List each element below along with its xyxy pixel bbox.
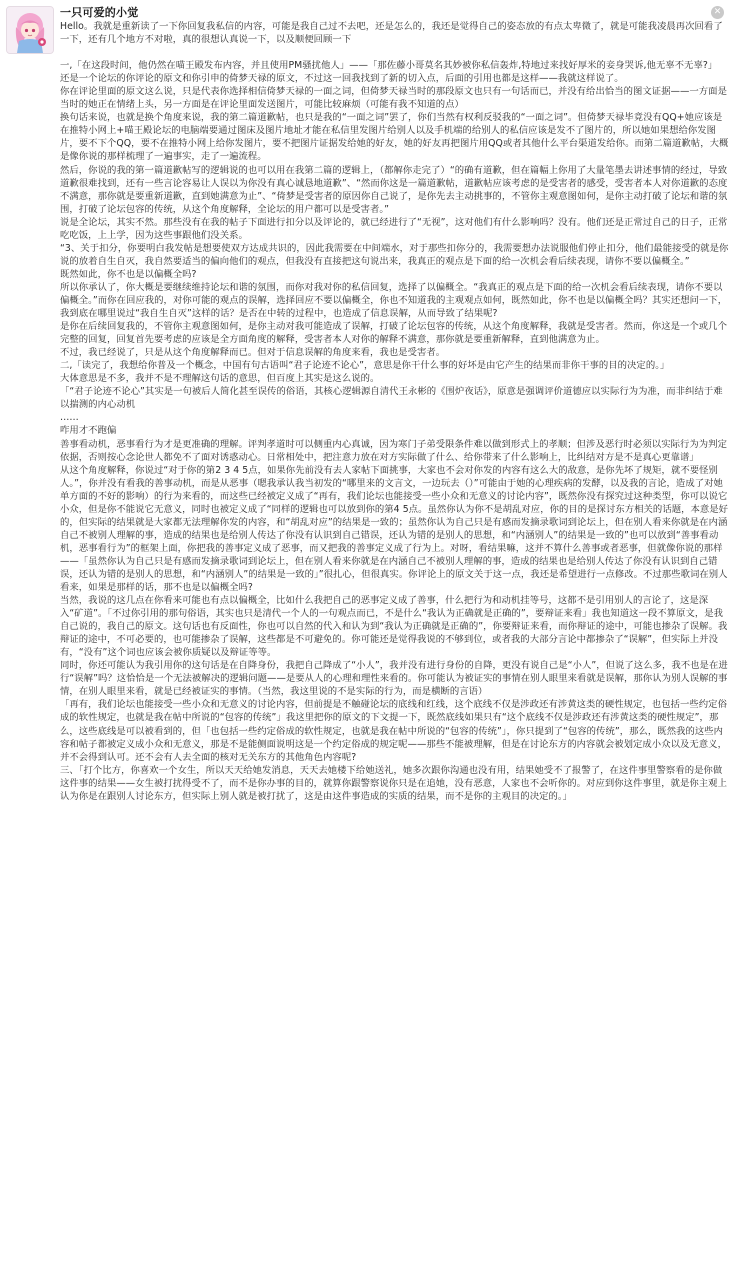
blank-line: [60, 46, 730, 59]
message-paragraph: 「再有，我们论坛也能接受一些小众和无意义的讨论内容，但前提是不触碰论坛的底线和红线，这个底线不仅是涉政还有涉黄这类的硬性规定，也包括一些约定俗成的软性规定，也就是我在帖中所说的“包容的传统”」我这里把你的原文的下文提一下，既然底线如果只有“这个底线不仅是涉政还有涉黄这类的硬性规定”，那么，这些底线是可以被看到的，但「也包括一些约定俗成的软性规定，也就是我在帖中所说的“包容的传统”」，你只提到了“包容的传统”，那么，既然我的这些内容和帖子都被定义成小众和无意义，那是不是能侧面说明这是一个约定俗成的规定呢——那些不能被理解，但是在讨论东方的内容就会被划定成小众以及无意义，并不会得到认可。还不会有人去全面的核对无关东方的其他角色内容呢?: [60, 699, 727, 763]
message-paragraph: 大体意思是不多，我并不是不理解这句话的意思，但百度上其实是这么说的。: [60, 373, 380, 385]
message-paragraph: 既然如此，你不也是以偏概全吗?: [60, 268, 197, 280]
sender-name[interactable]: 一只可爱的小觉: [60, 6, 139, 19]
message-paragraph: 三、「打个比方，你喜欢一个女生，所以天天给她发消息，天天去她楼下给她送礼，她多次跟你沟通也没有用，结果她受不了报警了，在这件事里警察看的是你做这件事的结果——女生被打扰得受不了，而不是你办事的目的，就算你跟警察说你只是在追她，没有恶意，人家也不会听你的。对应到你这件事里，就是你主观上认为你是在跟别人讨论东方，但实际上别人就是被打扰了，这是由这件事造成的实质的结果，而不是你的主观目的决定的。」: [60, 764, 727, 802]
message-paragraph: 然后，你说的我的第一篇道歉帖写的逻辑说的也可以用在我第二篇的逻辑上，（都解你走完了）“的确有道歉，但在篇幅上你用了大量笔墨去讲述事情的经过，导致道歉很难找到，还有一些言论容易让人误以为你没有真心诚恳地道歉”、“然而你这是一篇道歉帖，道歉帖应该考虑的是受害者的感受，受害者本人对你道歉的态度不满意，那你就是要重新道歉，直到她满意为止”、“倚梦是受害者的原因你自己说了，是你先去主动挑事的，不管你主观意图如何，是你主动打破了论坛和谐的氛围，打破了论坛包容的传统，从这个角度解释，全论坛的用户都可以是受害者。”: [60, 164, 728, 215]
message-paragraph: 换句话来说，也就是换个角度来说，我的第二篇道歉帖，也只是我的“一面之词”罢了，你们当然有权利反驳我的“一面之词”。但倚梦天禄毕竟没有QQ+她应该是在推特小网上+喵王殿论坛的电脑端要通过图床及图片地址才能在私信里发图片给别人以及手机端的给别人的私信应该是发不了图片的，所以她如果想给你发图片，要不下个QQ，要不在推特小网上给你发图片，要不把图片证据发给她的好友，她的好友再把图片用QQ或者其他什么平台渠道发给你。而第二篇道歉帖，大概是像你说的那样梳理了一遍事实，走了一遍流程。: [60, 112, 729, 163]
anime-avatar-icon: [7, 7, 53, 53]
message-paragraph: “3、关于扣分，你要明白我发帖是想要使双方达成共识的，因此我需要在中间端水，对于那些扣你分的，我需要想办法说服他们停止扣分，他们最能接受的就是你说的放着自生自灭，我自然要适当的偏向他们的观点，但我没有直接把这句说出来，我真正的观点是下面的给一次机会看后续表现，请你不要以偏概全。”: [60, 242, 729, 267]
message-paragraph: 二,「读完了，我想给你普及一个概念，中国有句古语叫“君子论迹不论心”，意思是你干什么事的好坏是由它产生的结果而非你干事的目的决定的。」: [60, 360, 670, 372]
message-paragraph: 善事看动机，恶事看行为才是更准确的理解。评判孝道时可以侧重内心真诚，因为寒门子弟受限条件难以做到形式上的孝顺；但涉及恶行时必须以实际行为为判定依据，否则按心念论世人都免不了面对诱惑动心。日常相处中，把注意力放在对方实际做了什么、给你带来了什么影响上，比纠结对方是不是真心更靠谱」: [60, 438, 727, 463]
message-paragraph: 是你在后续回复我的，不管你主观意图如何，是你主动对我可能造成了误解，打破了论坛包容的传统，从这个角度解释，我就是受害者。然而，你这是一个或几个完整的回复，回复首先要考虑的应该是全方面角度的解释，受害者本人对你的解释不满意，那你就是要重新解释，直到他满意为止。: [60, 321, 727, 346]
message-paragraph: Hello。我就是重新读了一下你回复我私信的内容，可能是我自己过不去吧，还是怎么的，我还是觉得自己的姿态放的有点太卑微了，就是可能我凌晨再次回看了一下，还有几个地方不对啦，真的很想认真说一下，以及顺便回顾一下: [60, 21, 723, 46]
message-paragraph: 「“君子论迹不论心”其实是一句被后人简化甚至误传的俗语，其核心逻辑源自清代王永彬的《围炉夜话》，原意是强调评价道德应以实际行为为准，而非纠结于难以揣测的内心动机: [60, 386, 723, 411]
message-paragraph: 从这个角度解释，你说过“对于你的第2 3 4 5点，如果你先前没有去人家帖下面挑事，大家也不会对你发的内容有这么大的敌意，是你先坏了规矩，就不要怪别人。”，你并没有看我的善事动机，而是从恶事（嗯我承认我当初发的“哪里来的文言文，一边玩去（）”可能由于她的心理疾病的发酵，以及我的言论，造成了对她单方面的不好的影响）的行为来看的，而这些已经被定义成了“再有，我们论坛也能接受一些小众和无意义的讨论内容”，既然你没有探究过这种类型，你可以说它小众，但是你不能说它无意义，同时也被定义成了“同样的逻辑也可以放到你的第4 5点。虽然你认为你不是胡乱对应，你的目的是探讨东方相关的话题，本意是好的，但实际的结果就是大家都无法理解你发的内容，和“胡乱对应”的结果是一致的；虽然你认为自己只是有感而发摘录歌词到论坛上，但在别人看来你就是在内涵自己不被别人理解的事，造成的结果也是给别人传达了你没有认识到自己错误，还认为错的是别人的思想，和“内涵别人”的结果是一致的”也可以放到“善事看动机，恶事看行为”的框架上面，你把我的善事定义成了恶事，而又把我的善事定义成了行为上。对呀，看结果嘛，这并不算什么善事或者恶事，但就像你说的那样——「虽然你认为自己只是有感而发摘录歌词到论坛上，但在别人看来你就是在内涵自己不被别人理解的事，造成的结果也是给别人传达了你没有认识到自己错误，还认为错的是别人的思想，和“内涵别人”的结果是一致的」”很扎心，但很真实。你评论上的原文关于这一点，我还是希望进行一点修改。不过那些歌词在别人看来，如果是那样的话，那不也是以偏概全吗?: [60, 464, 729, 594]
message-paragraph: 你在评论里面的原文这么说，只是代表你选择相信倚梦天禄的一面之词，但倚梦天禄当时的那段原文也只有一句话而已，并没有给出恰当的图文证据——一方面是当时的她正在情绪上头，另一方面是在评论里面发送图片，可能比较麻烦（可能有我不知道的点）: [60, 86, 727, 111]
message-paragraph: 咋用才不跑偏: [60, 425, 117, 437]
message-paragraph: 所以你承认了，你大概是要继续维持论坛和谐的氛围，而你对我对你的私信回复，选择了以偏概全。“我真正的观点是下面的给一次机会看后续表现，请你不要以偏概全。”而你在回应我的，对你可能的观点的误解，选择回应不要以偏概全，你也不知道我的主观观点如何，既然如此，你不也是以偏概全吗？其实还想问一下，我到底在哪里说过“我自生自灭”这样的话？是否在中转的过程中，也造成了信息误解，从而导致了结果呢?: [60, 281, 728, 320]
message-paragraph: 当然，我说的这几点在你看来可能也有点以偏概全，比如什么我把自己的恶事定义成了善事，什么把行为和动机挂等号，这都不是引用别人的言论了，这是深入“矿道”。「不过你引用的那句俗语，其实也只是清代一个人的一句观点而已，不是什么“我认为正确就是正确的”，要辩证来看」我也知道这一段不算原文，是我自己说的，我自己的原文。这句话也有反面性，你也可以自然的代入和认为到“我认为正确就是正确的”，你要辩证来看，而你辩证的途中，可能也掺杂了误解。我辩证的途中，不可必要的，也可能掺杂了误解，这些都是不可避免的。你可能还是觉得我说的不够到位，或者我的大部分言论中都掺杂了“误解”，但实际上并没有，“没有”这个词也应该会被你质疑以及辩证等等。: [60, 595, 728, 659]
message-paragraph: 一,「在这段时间，他仍然在喵王殿发布内容，并且使用PM骚扰他人」——「那佐藤小哥莫名其妙被你私信轰炸,特地过来找好厚米的妾身哭诉,他无辜不无辜?」: [60, 60, 718, 72]
message-paragraph: 说是全论坛，其实不然。那些没有在我的帖子下面进行扣分以及评论的，就已经进行了“无视”，这对他们有什么影响吗？没有。他们还是正常过自己的日子，正常吃吃饭，上上学，因为这些事跟他们没关系。: [60, 216, 728, 241]
avatar[interactable]: [6, 6, 54, 54]
message-paragraph: ……: [60, 412, 79, 424]
message-body: [60, 20, 730, 803]
close-icon[interactable]: ✕: [711, 6, 724, 19]
message-paragraph: 还是一个论坛的你评论的原文和你引申的倚梦天禄的原文，不过这一回我找到了新的切入点，后面的引用也都是这样——我就这样说了。: [60, 73, 624, 85]
message-paragraph: 不过，我已经说了，只是从这个角度解释而已。但对于信息误解的角度来看，我也是受害者。: [60, 347, 446, 359]
message-paragraph: 同时，你还可能认为我引用你的这句话是在自降身份，我把自己降成了“小人”，我并没有进行身份的自降，更没有说自己是“小人”，但说了这么多，我不也是在进行“误解”吗？这恰恰是一个无法被解决的逻辑问题——是要从人的心理和理性来看的。你可能认为被证实的事情在别人眼里来看就是误解，那你认为别人误解的事情，在别人眼里来看，就是已经被证实的事情。（当然，我这里说的不是实际的行为，而是横断的言语）: [60, 660, 728, 698]
